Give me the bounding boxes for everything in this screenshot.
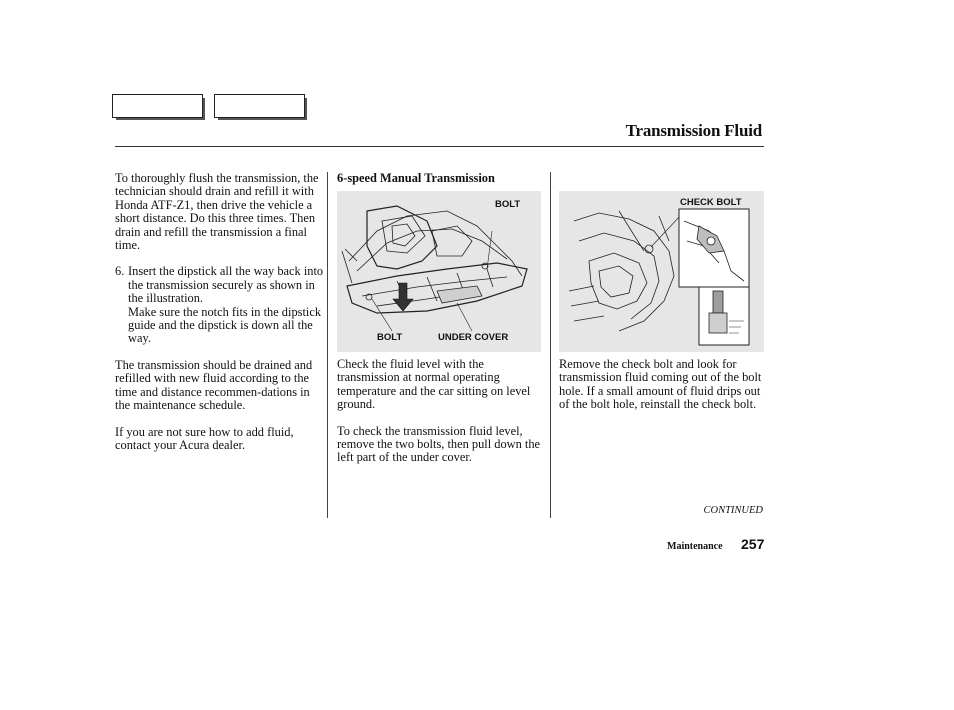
step-number: 6. — [115, 264, 125, 279]
column-1 — [115, 172, 325, 465]
column-divider-2 — [550, 172, 551, 518]
nav-button-index[interactable] — [214, 94, 305, 118]
check-bolt-illustration — [559, 191, 764, 352]
under-cover-illustration — [337, 191, 541, 352]
page-number: 257 — [741, 536, 765, 552]
page-title: Transmission Fluid — [625, 121, 762, 140]
nav-button-contents[interactable] — [112, 94, 203, 118]
flush-paragraph: To thoroughly flush the transmission, the technician should drain and refill it with Honda ATF-Z1, then drive the vehicle a short distance. Do this three times. Then drain and refill the transmission a final time. — [115, 171, 319, 253]
bolt-label-top: BOLT — [495, 199, 521, 210]
section-name: Maintenance — [667, 541, 723, 552]
dealer-paragraph: If you are not sure how to add fluid, contact your Acura dealer. — [115, 424, 294, 452]
remove-check-bolt-paragraph: Remove the check bolt and look for transmission fluid coming out of the bolt hole. If a small amount of fluid drips out of the bolt hole, reinstall the check bolt. — [559, 357, 762, 412]
drain-schedule-paragraph: The transmission should be drained and refilled with new fluid according to the time and distance recommen-dations in the maintenance schedule. — [115, 357, 313, 413]
column-2-body — [337, 358, 547, 478]
under-cover-label: UNDER COVER — [438, 332, 509, 343]
under-cover-drawing — [337, 191, 541, 352]
continued-marker: CONTINUED — [703, 505, 763, 516]
step-text-b: Make sure the notch fits in the dipstick guide and the dipstick is down all the way. — [128, 304, 322, 346]
column-2 — [337, 172, 547, 191]
check-level-paragraph: Check the fluid level with the transmission at normal operating temperature and the car sitting on level ground. — [337, 357, 531, 412]
column-divider-1 — [327, 172, 328, 518]
step-text-a: Insert the dipstick all the way back into the transmission securely as shown in the illustration. — [128, 264, 324, 306]
column-3 — [559, 358, 764, 425]
section-subheading: 6-speed Manual Transmission — [337, 171, 495, 185]
check-bolt-drawing — [559, 191, 764, 352]
title-rule — [115, 146, 764, 147]
check-bolt-label: CHECK BOLT — [680, 197, 742, 208]
remove-bolts-paragraph: To check the transmission fluid level, remove the two bolts, then pull down the left part of the under cover. — [337, 423, 541, 465]
bolt-label-bottom: BOLT — [377, 332, 403, 343]
step-6 — [115, 265, 325, 345]
